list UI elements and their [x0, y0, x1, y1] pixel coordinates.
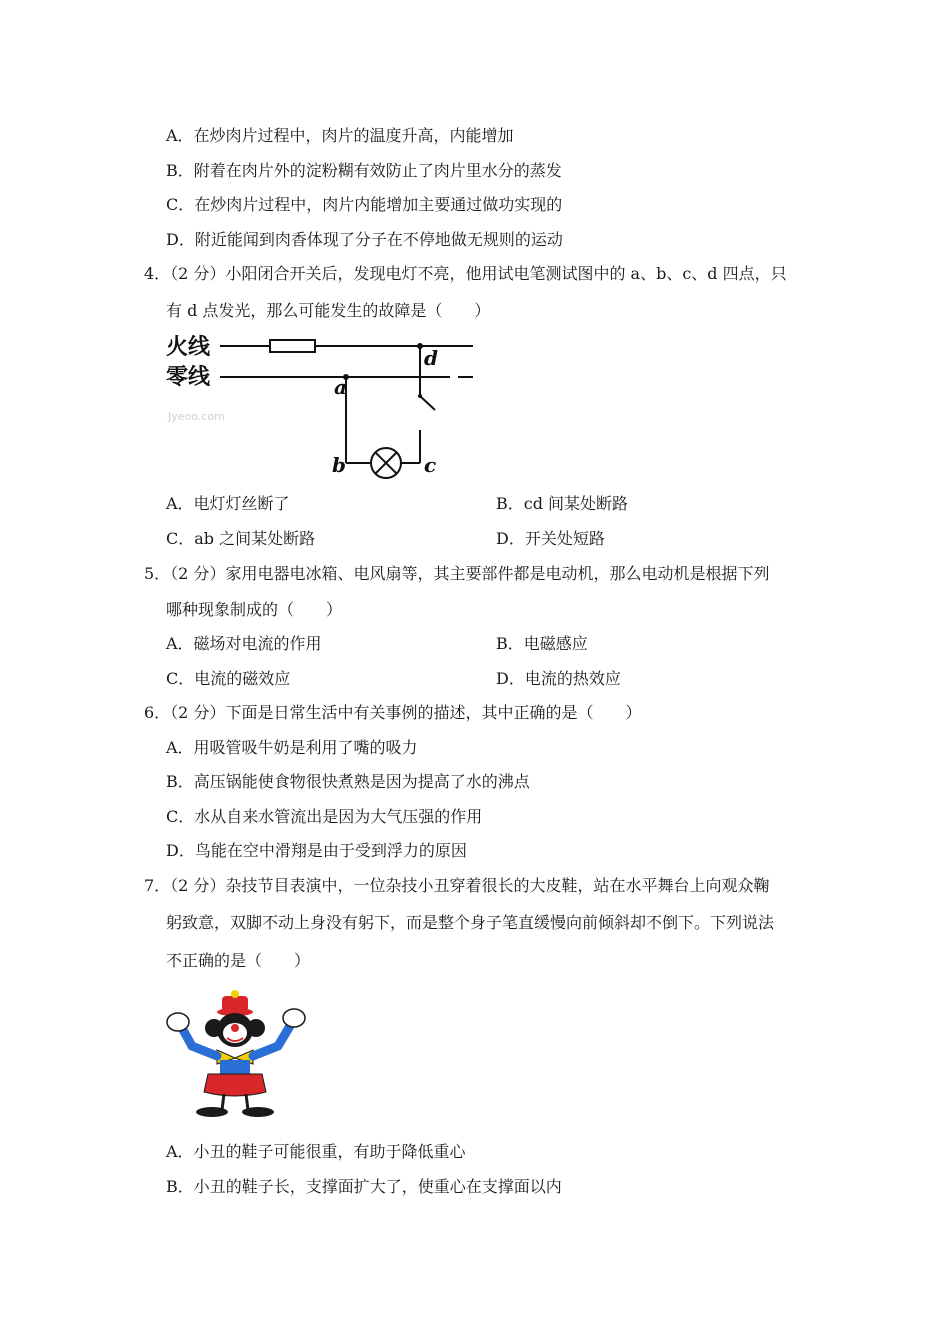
clown-illustration [162, 988, 312, 1120]
q3-option-c: C．在炒肉片过程中，肉片内能增加主要通过做功实现的 [166, 195, 563, 214]
clown-pants [204, 1074, 266, 1096]
q4-stem-line2: 有 d 点发光，那么可能发生的故障是（ ） [166, 301, 491, 320]
q3-option-b: B．附着在肉片外的淀粉糊有效防止了肉片里水分的蒸发 [166, 161, 562, 180]
q6-option-d: D．鸟能在空中滑翔是由于受到浮力的原因 [166, 841, 467, 860]
neutral-wire-label: 零线 [166, 365, 211, 390]
q4-option-d: D．开关处短路 [496, 529, 605, 548]
watermark: Jyeoo.com [168, 410, 225, 423]
q5-option-a: A．磁场对电流的作用 [166, 634, 322, 653]
q5-stem-line2: 哪种现象制成的（ ） [166, 600, 343, 619]
switch-icon [420, 396, 435, 410]
label-b: b [332, 453, 346, 477]
live-wire-label: 火线 [166, 335, 211, 360]
q4-stem-line1: 4．（2 分）小阳闭合开关后，发现电灯不亮，他用试电笔测试图中的 a、b、c、d 四点，只 [144, 264, 787, 283]
q7-stem-line3: 不正确的是（ ） [166, 951, 311, 970]
q5-option-d: D．电流的热效应 [496, 669, 621, 688]
q4-option-c: C．ab 之间某处断路 [166, 529, 316, 548]
q6-option-c: C．水从自来水管流出是因为大气压强的作用 [166, 807, 483, 826]
left-glove-icon [167, 1013, 189, 1031]
q5-option-c: C．电流的磁效应 [166, 669, 291, 688]
q5-stem-line1: 5．（2 分）家用电器电冰箱、电风扇等，其主要部件都是电动机，那么电动机是根据下列 [144, 564, 770, 583]
q3-option-d: D．附近能闻到肉香体现了分子在不停地做无规则的运动 [166, 230, 563, 249]
right-glove-icon [283, 1009, 305, 1027]
q7-option-b: B．小丑的鞋子长，支撑面扩大了，使重心在支撑面以内 [166, 1177, 562, 1196]
q6-option-b: B．高压锅能使食物很快煮熟是因为提高了水的沸点 [166, 772, 530, 791]
fuse-icon [270, 340, 315, 352]
q4-option-b: B．cd 间某处断路 [496, 494, 629, 513]
q6-option-a: A．用吸管吸牛奶是利用了嘴的吸力 [166, 738, 418, 757]
q7-option-a: A．小丑的鞋子可能很重，有助于降低重心 [166, 1142, 466, 1161]
label-c: c [424, 453, 437, 477]
clown-nose [231, 1024, 239, 1032]
left-shoe [196, 1107, 228, 1117]
q7-stem-line1: 7．（2 分）杂技节目表演中，一位杂技小丑穿着很长的大皮鞋，站在水平舞台上向观众鞠 [144, 876, 770, 895]
q6-stem-line1: 6．（2 分）下面是日常生活中有关事例的描述，其中正确的是（ ） [144, 703, 642, 722]
q7-stem-line2: 躬致意，双脚不动上身没有躬下，而是整个身子笔直缓慢向前倾斜却不倒下。下列说法 [166, 913, 775, 932]
q4-option-a: A．电灯灯丝断了 [166, 494, 290, 513]
q3-option-a: A．在炒肉片过程中，肉片的温度升高，内能增加 [166, 126, 514, 145]
label-a: a [334, 375, 347, 399]
circuit-diagram [160, 330, 480, 480]
label-d: d [424, 346, 438, 370]
q5-option-b: B．电磁感应 [496, 634, 588, 653]
right-shoe [242, 1107, 274, 1117]
